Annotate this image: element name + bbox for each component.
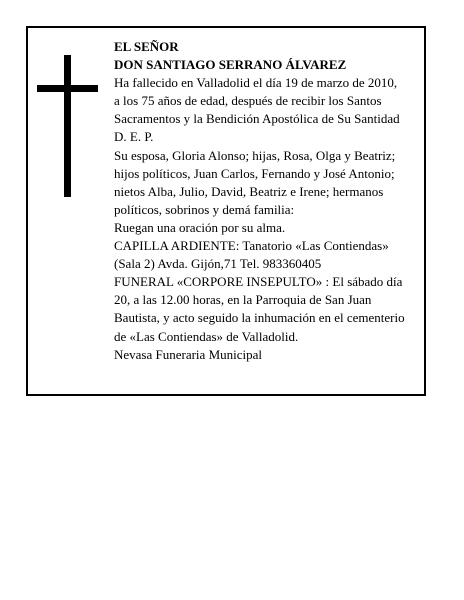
heading-title: EL SEÑOR <box>114 39 179 54</box>
text-line: Nevasa Funeraria Municipal <box>114 346 263 362</box>
text-line: Ruegan una oración por su alma. <box>114 219 286 235</box>
text-line: a los 75 años de edad, después de recibir los Santos <box>114 93 382 109</box>
cross-horizontal-bar <box>37 85 98 92</box>
cross-vertical-bar <box>64 55 71 197</box>
text-line: 20, a las 12.00 horas, en la Parroquia de San Juan <box>114 292 372 308</box>
text-line: CAPILLA ARDIENTE: Tanatorio «Las Contiendas» <box>114 238 389 254</box>
text-line: hijos políticos, Juan Carlos, Fernando y José Antonio; <box>114 165 395 181</box>
text-line: nietos Alba, Julio, David, Beatriz e Irene; hermanos <box>114 183 384 199</box>
text-line: Bautista, y acto seguido la inhumación en el cementerio <box>114 310 405 326</box>
text-line: (Sala 2) Avda. Gijón,71 Tel. 983360405 <box>114 256 322 272</box>
text-line: políticos, sobrinos y demá familia: <box>114 201 295 217</box>
deceased-name: DON SANTIAGO SERRANO ÁLVAREZ <box>114 57 347 73</box>
text-line: Ha fallecido en Valladolid el día 19 de marzo de 2010, <box>114 75 398 91</box>
text-line: D. E. P. <box>114 129 154 145</box>
text-line: Sacramentos y la Bendición Apostólica de Su Santidad <box>114 111 400 127</box>
text-line: FUNERAL «CORPORE INSEPULTO» : El sábado día <box>114 274 403 290</box>
obituary-text <box>114 38 426 364</box>
text-line: Su esposa, Gloria Alonso; hijas, Rosa, Olga y Beatriz; <box>114 147 396 163</box>
text-line: de «Las Contiendas» de Valladolid. <box>114 328 299 344</box>
